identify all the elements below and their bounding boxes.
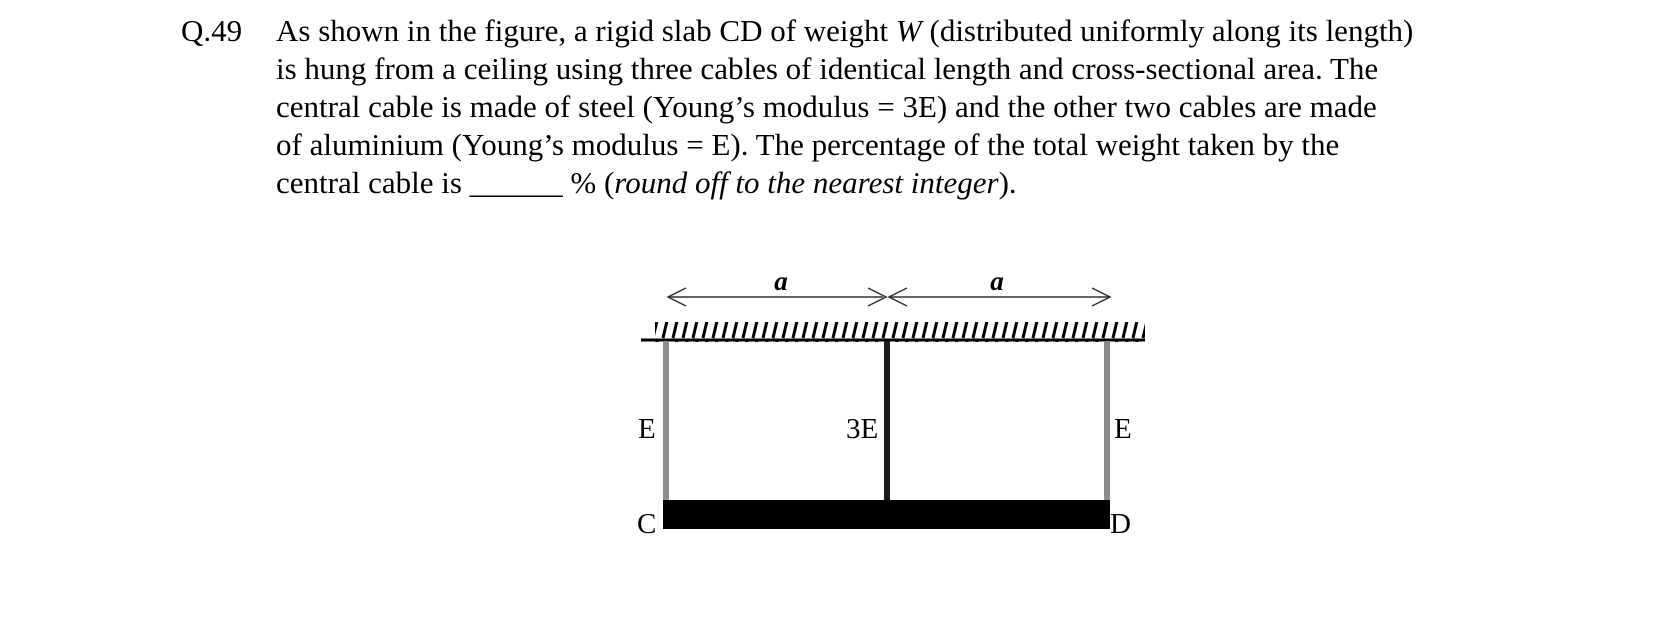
question-number: Q.49 bbox=[181, 13, 243, 48]
question-line-2: is hung from a ceiling using three cables of identical length and cross-sectional area. The bbox=[276, 51, 1379, 86]
right-cable-label: E bbox=[1114, 413, 1132, 445]
rounding-instruction: round off to the nearest integer bbox=[614, 165, 999, 200]
question-line-4: of aluminium (Young’s modulus = E). The percentage of the total weight taken by the bbox=[276, 127, 1340, 162]
center-steel-cable bbox=[884, 341, 890, 501]
question-line-1-end: (distributed uniformly along its length) bbox=[921, 13, 1414, 48]
dimension-label-left: a bbox=[774, 266, 788, 296]
question-line-5-start: central cable is ______ % ( bbox=[276, 165, 615, 200]
left-aluminium-cable bbox=[663, 341, 669, 501]
end-label-c: C bbox=[637, 508, 657, 540]
question-line-5-end: ). bbox=[998, 165, 1017, 200]
right-aluminium-cable bbox=[1104, 341, 1110, 501]
dimension-arrows bbox=[668, 288, 1110, 306]
question-line-1-start: As shown in the figure, a rigid slab CD of weight bbox=[276, 13, 896, 48]
center-cable-label: 3E bbox=[846, 413, 879, 445]
dimension-label-right: a bbox=[990, 266, 1004, 296]
weight-symbol: W bbox=[895, 13, 922, 48]
end-label-d: D bbox=[1110, 508, 1131, 540]
question-line-3: central cable is made of steel (Young’s modulus = 3E) and the other two cables are made bbox=[276, 89, 1377, 124]
ceiling bbox=[641, 322, 1145, 342]
rigid-slab-cd bbox=[663, 500, 1110, 529]
left-cable-label: E bbox=[638, 413, 656, 445]
